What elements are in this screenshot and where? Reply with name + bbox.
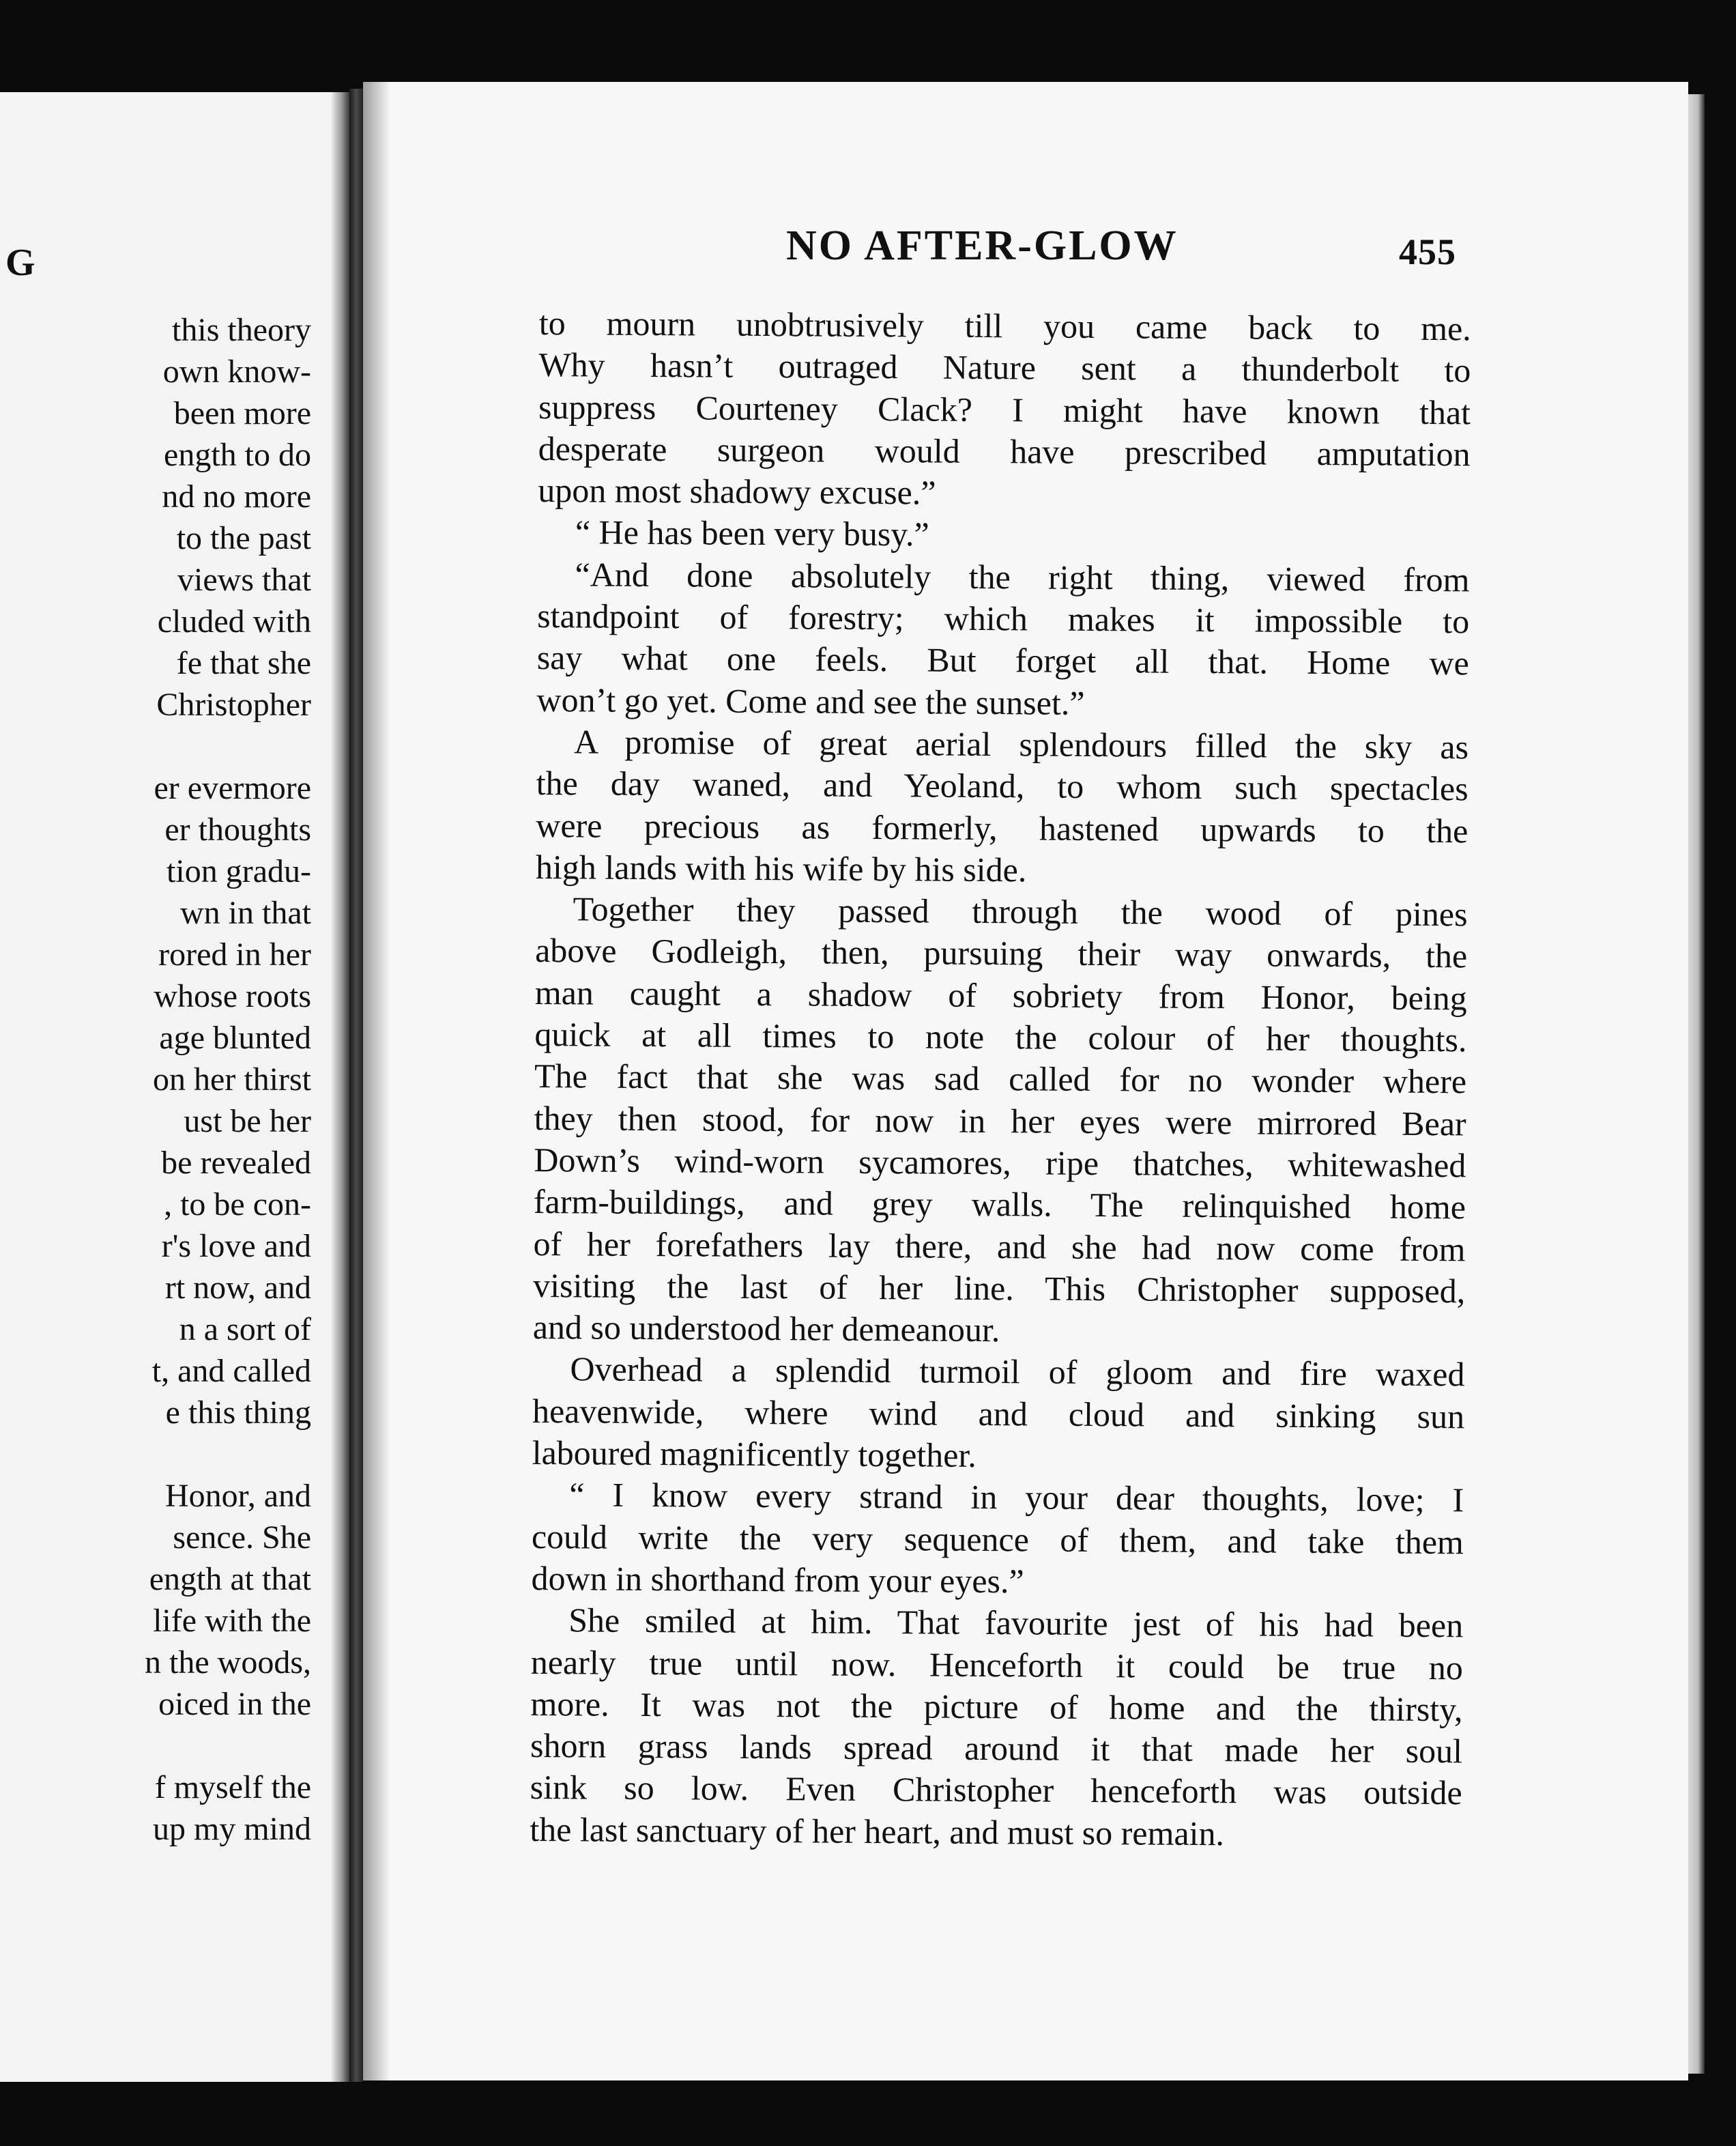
previous-page-line: age blunted: [159, 1020, 311, 1056]
text-line: above Godleigh, then, pursuing their way onwards, the: [535, 931, 1468, 975]
previous-page: [0, 92, 349, 2082]
previous-page-line: life with the: [153, 1603, 311, 1639]
previous-page-line: er thoughts: [164, 812, 311, 848]
text-line: more. It was not the picture of home and the thirsty,: [530, 1684, 1463, 1729]
previous-page-line: r's love and: [161, 1228, 311, 1264]
previous-page-line: tion gradu-: [167, 853, 311, 889]
text-line: of her forefathers lay there, and she had now come from: [533, 1224, 1466, 1268]
previous-page-line: wn in that: [180, 895, 311, 931]
previous-page-line: ust be her: [184, 1103, 311, 1139]
page-gutter-shadow: [332, 92, 349, 2082]
previous-page-line: sence. She: [173, 1519, 311, 1556]
previous-page-line: f myself the: [154, 1769, 311, 1805]
text-line: visiting the last of her line. This Christopher supposed,: [533, 1265, 1466, 1311]
previous-page-line: Honor, and: [164, 1478, 311, 1514]
previous-page-line: er evermore: [154, 770, 311, 806]
text-line: “ He has been very busy.”: [575, 513, 929, 554]
text-line: and so understood her demeanour.: [532, 1308, 1000, 1349]
previous-page-line: [145, 726, 311, 767]
previous-page-line: t, and called: [151, 1353, 311, 1389]
previous-page-line: be revealed: [161, 1145, 311, 1181]
previous-page-line: e this thing: [165, 1394, 311, 1431]
text-line: say what one feels. But forget all that. Home we: [536, 638, 1469, 683]
previous-page-line: rored in her: [158, 936, 311, 973]
text-line: Overhead a splendid turmoil of gloom and fire waxed: [570, 1349, 1465, 1394]
text-line: could write the very sequence of them, and take them: [531, 1517, 1464, 1561]
text-line: standpoint of forestry; which makes it impossible to: [537, 597, 1470, 641]
text-line: high lands with his wife by his side.: [535, 847, 1027, 889]
text-line: sink so low. Even Christopher henceforth was outside: [530, 1768, 1462, 1812]
previous-page-line: Christopher: [156, 687, 311, 723]
previous-page-line: whose roots: [154, 978, 311, 1014]
text-line: desperate surgeon would have prescribed amputation: [538, 429, 1471, 474]
text-line: were precious as formerly, hastened upwards to the: [536, 805, 1469, 850]
text-line: Together they passed through the wood of pines: [573, 889, 1468, 934]
previous-page-line: this theory: [172, 312, 311, 348]
text-line: “ I know every strand in your dear thoughts, love; I: [569, 1475, 1464, 1519]
previous-page-line: fe that she: [176, 645, 311, 681]
previous-page-line: [145, 1725, 311, 1766]
text-line: Down’s wind-worn sycamores, ripe thatches, whitewashed: [534, 1140, 1466, 1185]
page-number: 455: [1399, 231, 1456, 272]
previous-page-line: on her thirst: [153, 1061, 311, 1098]
previous-page-line: to the past: [176, 520, 311, 556]
page-edge: [1688, 94, 1705, 2074]
text-line: The fact that she was sad called for no wonder where: [534, 1057, 1467, 1101]
text-line: She smiled at him. That favourite jest of his had been: [568, 1601, 1464, 1645]
text-line: “And done absolutely the right thing, viewed from: [575, 555, 1470, 599]
text-line: Why hasn’t outraged Nature sent a thunderbolt to: [538, 345, 1471, 390]
text-line: man caught a shadow of sobriety from Honor, being: [534, 973, 1467, 1018]
text-line: suppress Courteney Clack? I might have known that: [538, 387, 1471, 431]
text-line: won’t go yet. Come and see the sunset.”: [536, 680, 1085, 722]
previous-page-line: [145, 1433, 311, 1475]
text-line: the day waned, and Yeoland, to whom such spectacles: [536, 764, 1469, 808]
text-line: quick at all times to note the colour of her thoughts.: [534, 1015, 1467, 1059]
text-line: A promise of great aerial splendours filled the sky as: [573, 722, 1469, 767]
previous-page-line: ength at that: [149, 1561, 311, 1597]
text-line: laboured magnificently together.: [532, 1433, 977, 1474]
text-line: upon most shadowy excuse.”: [538, 471, 936, 512]
previous-page-text: [145, 309, 311, 1850]
previous-page-line: n a sort of: [179, 1311, 311, 1347]
running-head: NO AFTER-GLOW: [786, 223, 1178, 269]
text-line: the last sanctuary of her heart, and must so remain.: [530, 1809, 1225, 1852]
text-line: they then stood, for now in her eyes were mirrored Bear: [534, 1098, 1466, 1143]
previous-page-line: own know-: [162, 354, 311, 390]
previous-page-line: , to be con-: [164, 1186, 311, 1222]
inner-margin-shadow: [363, 82, 390, 2080]
previous-page-line: oiced in the: [158, 1686, 311, 1722]
previous-page-line: cluded with: [157, 603, 311, 640]
previous-page-line: ength to do: [164, 437, 311, 473]
text-line: to mourn unobtrusively till you came back to me.: [538, 303, 1471, 348]
previous-page-line: up my mind: [152, 1811, 311, 1847]
text-line: shorn grass lands spread around it that made her soul: [530, 1726, 1463, 1771]
text-line: heavenwide, where wind and cloud and sinking sun: [532, 1391, 1465, 1436]
text-line: nearly true until now. Henceforth it could be true no: [530, 1642, 1463, 1687]
text-line: farm-buildings, and grey walls. The relinquished home: [533, 1182, 1466, 1227]
previous-page-line: n the woods,: [145, 1644, 311, 1680]
text-line: down in shorthand from your eyes.”: [531, 1558, 1024, 1601]
book-spine: [349, 89, 363, 2082]
body-text: [530, 302, 1471, 1856]
previous-page-line: rt now, and: [164, 1270, 311, 1306]
previous-page-line: been more: [173, 395, 311, 431]
previous-page-line: views that: [177, 562, 311, 598]
previous-page-line: nd no more: [162, 478, 311, 515]
previous-page-running-head: G: [5, 242, 37, 284]
